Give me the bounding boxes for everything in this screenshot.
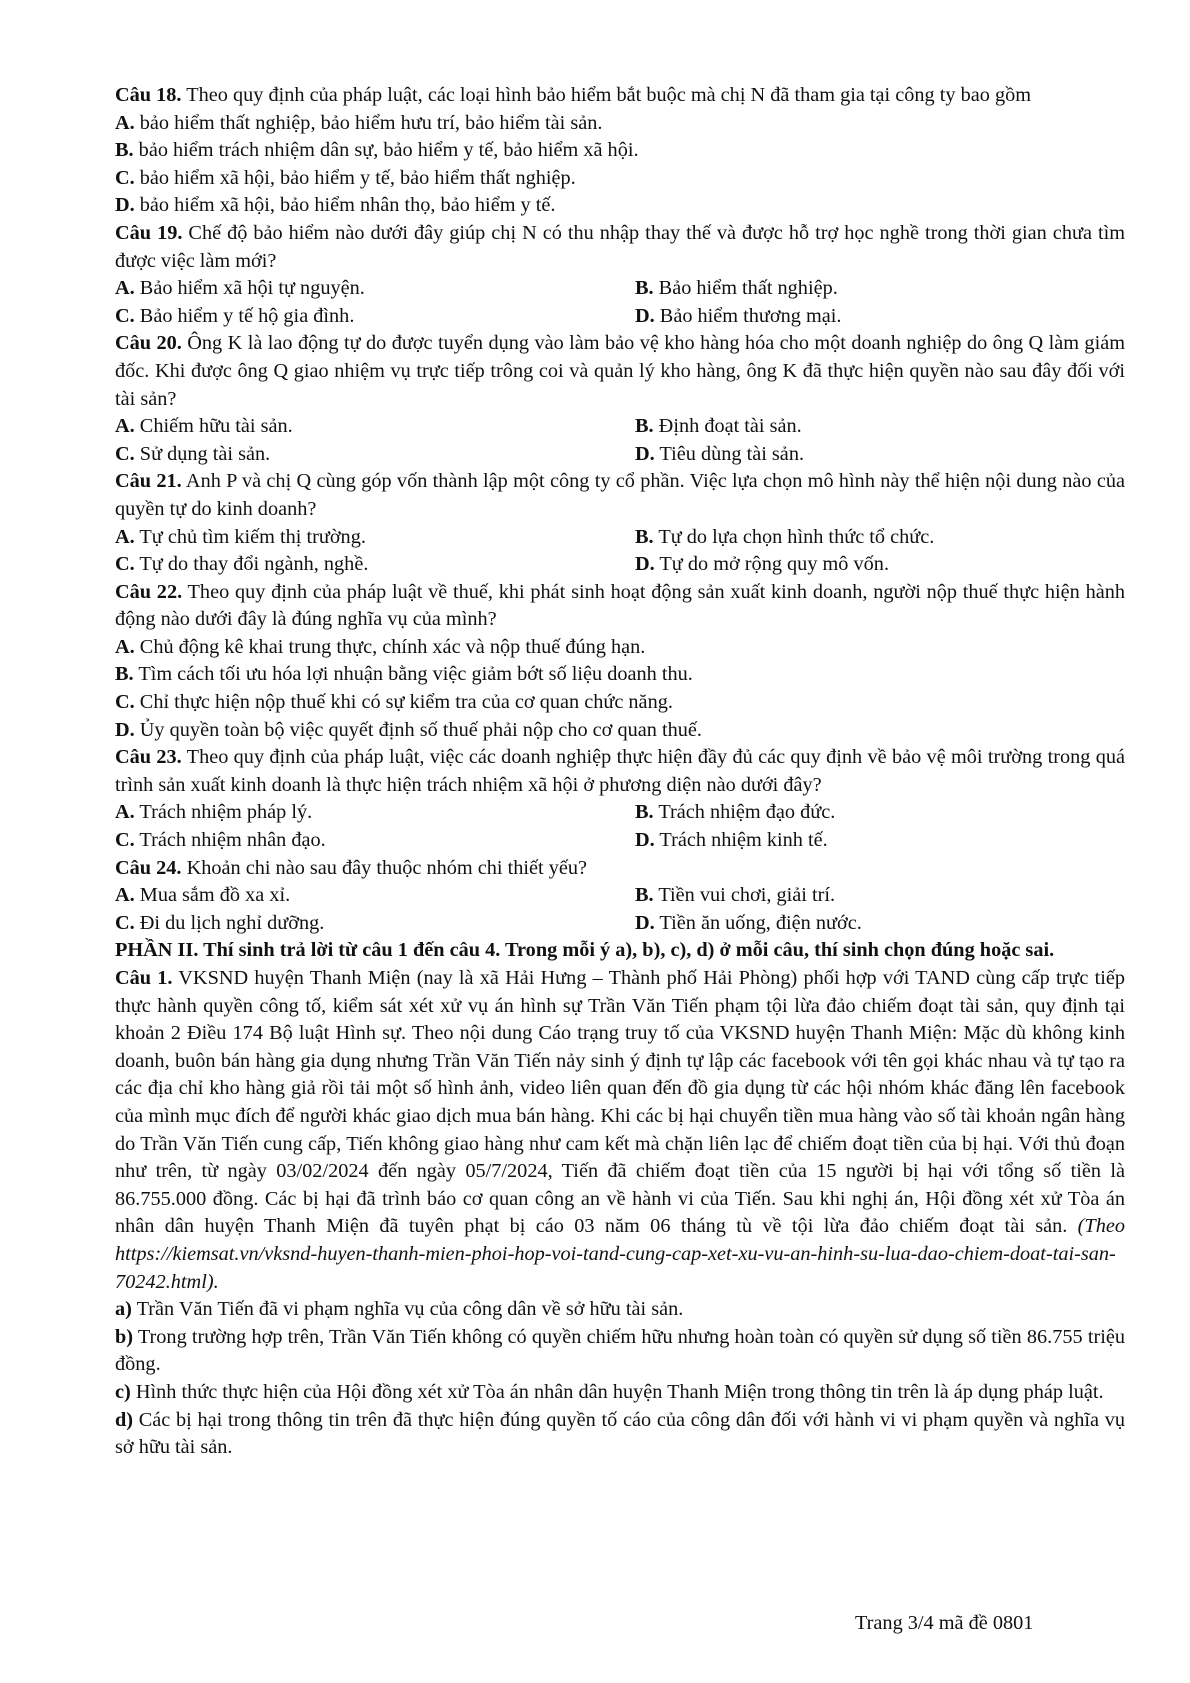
question-19: [115, 220, 1125, 275]
option-label: A.: [115, 635, 135, 658]
question-18: [115, 82, 1125, 110]
option-text: bảo hiểm thất nghiệp, bảo hiểm hưu trí, bảo hiểm tài sản.: [134, 111, 603, 134]
question-22: [115, 579, 1125, 634]
exam-page: [115, 82, 1125, 1462]
option-text: Tự do thay đổi ngành, nghề.: [134, 553, 369, 576]
option-label: B.: [115, 663, 134, 686]
option-c: [115, 303, 635, 331]
option-b: [635, 413, 1125, 441]
question-text: VKSND huyện Thanh Miện (nay là xã Hải Hưng – Thành phố Hải Phòng) phối hợp với TAND cùng cấp trực tiếp thực hành quyền công tố, kiểm sát xét xử vụ án hình sự Trần Văn Tiến phạm tội lừa đảo chiếm đoạt tài sản, quy định tại khoản 2 Điều 174 Bộ luật Hình sự. Theo nội dung Cáo trạng truy tố của VKSND huyện Thanh Miện: Mặc dù không kinh doanh, buôn bán hàng gia dụng nhưng Trần Văn Tiến nảy sinh ý định tự lập các facebook với tên gọi khác nhau và tự tạo ra các địa chỉ kho hàng giả rồi tải một số hình ảnh, video liên quan đến đồ gia dụng từ các hội nhóm khác đăng lên facebook của mình mục đích để người khác giao dịch mua bán hàng. Khi các bị hại chuyển tiền mua hàng vào số tài khoản ngân hàng do Trần Văn Tiến cung cấp, Tiến không giao hàng như cam kết mà chặn liên lạc để chiếm đoạt tiền của bị hại. Với thủ đoạn như trên, từ ngày 03/02/2024 đến ngày 05/7/2024, Tiến đã chiếm đoạt tiền của 15 người bị hại với tổng số tiền là 86.755.000 đồng. Các bị hại đã trình báo cơ quan công an về hành vi của Tiến. Sau khi nghị án, Hội đồng xét xử Tòa án nhân dân huyện Thanh Miện đã tuyên phạt bị cáo 03 năm 06 tháng tù về tội lừa đảo chiếm đoạt tài sản.: [115, 967, 1125, 1238]
option-row: [115, 882, 1125, 910]
question-20: [115, 330, 1125, 413]
option-d: [635, 910, 1125, 938]
option-label: A.: [115, 277, 135, 300]
option-label: D.: [635, 911, 655, 934]
option-label: C.: [115, 304, 135, 327]
option-text: Đi du lịch nghỉ dưỡng.: [134, 911, 325, 934]
option-label: B.: [635, 415, 654, 438]
question-label: Câu 1.: [115, 967, 173, 989]
option-a: [115, 110, 1125, 138]
question-text: Theo quy định của pháp luật, việc các doanh nghiệp thực hiện đầy đủ các quy định về bảo vệ môi trường trong quá trình sản xuất kinh doanh là thực hiện trách nhiệm xã hội ở phương diện nào dưới đây?: [115, 746, 1125, 796]
option-text: Tiền vui chơi, giải trí.: [653, 884, 836, 907]
option-label: A.: [115, 801, 135, 824]
option-c: [115, 910, 635, 938]
option-d: [115, 192, 1125, 220]
option-text: Tự chủ tìm kiếm thị trường.: [134, 525, 366, 548]
option-label: B.: [635, 884, 654, 907]
part2-question-1: [115, 965, 1125, 1296]
option-label: D.: [115, 194, 135, 217]
question-text: Theo quy định của pháp luật về thuế, khi phát sinh hoạt động sản xuất kinh doanh, người nộp thuế thực hiện hành động nào dưới đây là đúng nghĩa vụ của mình?: [115, 580, 1125, 631]
option-text: Trách nhiệm pháp lý.: [134, 801, 313, 824]
option-label: B.: [115, 139, 134, 162]
statement-text: Trần Văn Tiến đã vi phạm nghĩa vụ của công dân về sở hữu tài sản.: [131, 1298, 684, 1321]
option-d: [115, 717, 1125, 745]
option-d: [635, 441, 1125, 469]
option-c: [115, 441, 635, 469]
option-b: [115, 137, 1125, 165]
option-d: [635, 551, 1125, 579]
option-row: [115, 303, 1125, 331]
option-text: Trách nhiệm đạo đức.: [653, 801, 836, 824]
option-text: Tự do mở rộng quy mô vốn.: [654, 553, 890, 576]
option-label: A.: [115, 884, 135, 907]
option-label: A.: [115, 111, 135, 134]
option-a: [115, 524, 635, 552]
option-label: B.: [635, 801, 654, 824]
option-text: Định đoạt tài sản.: [653, 415, 802, 438]
question-text: Theo quy định của pháp luật, các loại hình bảo hiểm bắt buộc mà chị N đã tham gia tại công ty bao gồm: [181, 84, 1032, 106]
option-text: Chiếm hữu tài sản.: [134, 415, 293, 438]
statement-text: Các bị hại trong thông tin trên đã thực hiện đúng quyền tố cáo của công dân đối với hành vi vi phạm quyền và nghĩa vụ sở hữu tài sản.: [115, 1408, 1125, 1459]
option-label: C.: [115, 442, 135, 465]
option-text: Bảo hiểm y tế hộ gia đình.: [134, 304, 355, 327]
option-label: C.: [115, 911, 135, 934]
option-c: [115, 165, 1125, 193]
option-label: D.: [635, 442, 655, 465]
question-label: Câu 21.: [115, 470, 182, 493]
option-c: [115, 827, 635, 855]
question-text: Khoản chi nào sau đây thuộc nhóm chi thiết yếu?: [181, 856, 588, 879]
option-a: [115, 413, 635, 441]
option-text: Chủ động kê khai trung thực, chính xác và nộp thuế đúng hạn.: [134, 635, 646, 658]
page-footer: Trang 3/4 mã đề 0801: [855, 1612, 1034, 1634]
option-row: [115, 275, 1125, 303]
question-21: [115, 468, 1125, 523]
statement-d: [115, 1407, 1125, 1462]
option-text: Tự do lựa chọn hình thức tổ chức.: [653, 525, 935, 548]
option-label: A.: [115, 525, 135, 548]
option-label: D.: [635, 304, 655, 327]
statement-label: c): [115, 1380, 131, 1403]
option-a: [115, 882, 635, 910]
option-label: D.: [635, 553, 655, 576]
question-23: [115, 744, 1125, 799]
question-label: Câu 19.: [115, 221, 183, 244]
option-row: [115, 441, 1125, 469]
option-text: bảo hiểm trách nhiệm dân sự, bảo hiểm y tế, bảo hiểm xã hội.: [133, 139, 639, 162]
option-label: C.: [115, 166, 135, 189]
option-a: [115, 275, 635, 303]
option-text: Sử dụng tài sản.: [134, 442, 271, 465]
option-b: [635, 882, 1125, 910]
option-label: C.: [115, 829, 135, 852]
question-24: [115, 855, 1125, 883]
option-d: [635, 827, 1125, 855]
option-row: [115, 910, 1125, 938]
option-text: Tiền ăn uống, điện nước.: [654, 911, 862, 934]
option-c: [115, 689, 1125, 717]
option-label: B.: [635, 277, 654, 300]
option-text: Bảo hiểm thương mại.: [654, 304, 842, 327]
option-label: D.: [635, 829, 655, 852]
option-text: Tiêu dùng tài sản.: [654, 442, 805, 465]
option-label: B.: [635, 525, 654, 548]
option-text: Bảo hiểm thất nghiệp.: [653, 277, 838, 300]
question-text: Ông K là lao động tự do được tuyển dụng vào làm bảo vệ kho hàng hóa cho một doanh nghiệp do ông Q làm giám đốc. Khi được ông Q giao nhiệm vụ trực tiếp trông coi và quản lý kho hàng, ông K đã thực hiện quyền nào sau đây đối với tài sản?: [115, 332, 1125, 410]
question-label: Câu 24.: [115, 856, 182, 879]
question-text: Anh P và chị Q cùng góp vốn thành lập một công ty cổ phần. Việc lựa chọn mô hình này thể hiện nội dung nào của quyền tự do kinh doanh?: [115, 470, 1125, 520]
question-label: Câu 18.: [115, 84, 182, 106]
option-text: Tìm cách tối ưu hóa lợi nhuận bằng việc giảm bớt số liệu doanh thu.: [133, 663, 693, 686]
option-text: Mua sắm đồ xa xỉ.: [134, 884, 291, 907]
option-text: Ủy quyền toàn bộ việc quyết định số thuế phải nộp cho cơ quan thuế.: [134, 718, 702, 741]
option-a: [115, 634, 1125, 662]
option-text: Bảo hiểm xã hội tự nguyện.: [134, 277, 365, 300]
statement-label: a): [115, 1298, 132, 1321]
option-b: [635, 275, 1125, 303]
option-label: C.: [115, 691, 135, 714]
question-text: Chế độ bảo hiểm nào dưới đây giúp chị N có thu nhập thay thế và được hỗ trợ học nghề trong thời gian chưa tìm được việc làm mới?: [115, 221, 1125, 272]
option-b: [635, 799, 1125, 827]
option-text: Trách nhiệm kinh tế.: [654, 829, 828, 852]
statement-label: b): [115, 1325, 134, 1348]
option-text: bảo hiểm xã hội, bảo hiểm nhân thọ, bảo hiểm y tế.: [134, 194, 556, 217]
option-label: A.: [115, 415, 135, 438]
question-label: Câu 22.: [115, 580, 183, 603]
statement-b: [115, 1324, 1125, 1379]
option-b: [635, 524, 1125, 552]
statement-text: Trong trường hợp trên, Trần Văn Tiến không có quyền chiếm hữu nhưng hoàn toàn có quyền sử dụng số tiền 86.755 triệu đồng.: [115, 1325, 1125, 1376]
source-citation: (Theo https://kiemsat.vn/vksnd-huyen-thanh-mien-phoi-hop-voi-tand-cung-cap-xet-xu-vu-an-hinh-su-lua-dao-chiem-doat-tai-san-70242.html).: [115, 1215, 1125, 1293]
option-b: [115, 661, 1125, 689]
option-text: Chỉ thực hiện nộp thuế khi có sự kiểm tra của cơ quan chức năng.: [134, 691, 673, 714]
option-row: [115, 551, 1125, 579]
option-row: [115, 524, 1125, 552]
option-text: bảo hiểm xã hội, bảo hiểm y tế, bảo hiểm thất nghiệp.: [134, 166, 576, 189]
question-label: Câu 23.: [115, 746, 182, 769]
statement-text: Hình thức thực hiện của Hội đồng xét xử Tòa án nhân dân huyện Thanh Miện trong thông tin trên là áp dụng pháp luật.: [130, 1380, 1104, 1403]
statement-label: d): [115, 1408, 134, 1431]
option-row: [115, 827, 1125, 855]
option-d: [635, 303, 1125, 331]
option-row: [115, 413, 1125, 441]
option-label: C.: [115, 553, 135, 576]
question-label: Câu 20.: [115, 332, 182, 355]
option-c: [115, 551, 635, 579]
option-label: D.: [115, 718, 135, 741]
statement-c: [115, 1379, 1125, 1407]
option-text: Trách nhiệm nhân đạo.: [134, 829, 326, 852]
option-row: [115, 799, 1125, 827]
statement-a: [115, 1296, 1125, 1324]
option-a: [115, 799, 635, 827]
section-heading: PHẦN II. Thí sinh trả lời từ câu 1 đến câu 4. Trong mỗi ý a), b), c), d) ở mỗi câu, thí sinh chọn đúng hoặc sai.: [115, 939, 1055, 962]
